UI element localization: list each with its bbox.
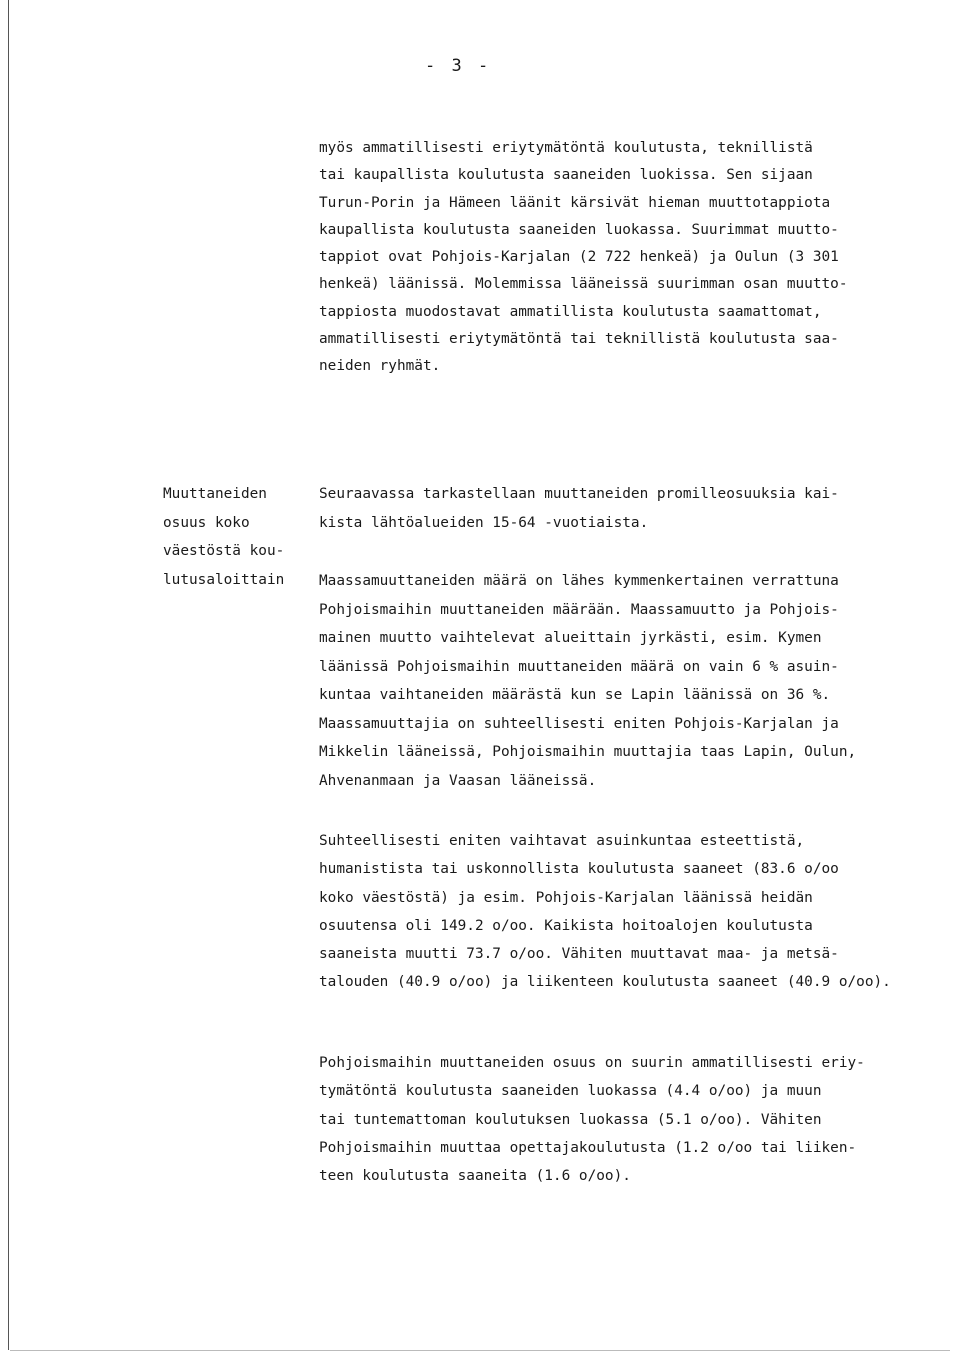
page-bottom-rule [10,1350,950,1351]
text-line: mainen muutto vaihtelevat alueittain jyrkästi, esim. Kymen [319,630,822,646]
text-line: humanistista tai uskonnollista koulutusta saaneet (83.6 o/oo [319,861,839,878]
text-line: ammatillisesti eriytymätöntä tai teknillistä koulutusta saa- [319,331,839,348]
text-line: Maassamuuttajia on suhteellisesti eniten Pohjois-Karjalan ja [319,715,839,732]
text-line: tymätöntä koulutusta saaneiden luokassa (4.4 o/oo) ja muun [319,1083,822,1100]
text-line: talouden (40.9 o/oo) ja liikenteen koulutusta saaneet (40.9 o/oo). [319,974,891,991]
text-line: osuutensa oli 149.2 o/oo. Kaikista hoitoalojen koulutusta [319,917,813,934]
heading-line: väestöstä kou- [163,543,285,559]
section-paragraph-2 [319,567,856,795]
text-line: kuntaa vaihtaneiden määrästä kun se Lapin läänissä on 36 %. [319,687,831,703]
text-line: kaupallista koulutusta saaneiden luokassa. Suurimmat muutto- [319,221,839,238]
page-edge [8,0,9,1350]
text-line: teen koulutusta saaneita (1.6 o/oo). [319,1168,631,1185]
heading-line: osuus koko [163,514,250,531]
section-margin-heading [163,480,284,594]
text-line: Maassamuuttaneiden määrä on lähes kymmenkertainen verrattuna [319,573,839,589]
text-line: tai tuntemattoman koulutuksen luokassa (5.1 o/oo). Vähiten [319,1111,822,1128]
text-line: koko väestöstä) ja esim. Pohjois-Karjalan läänissä heidän [319,889,813,906]
text-line: kista lähtöalueiden 15-64 -vuotiaista. [319,514,649,531]
text-line: Mikkelin lääneissä, Pohjoismaihin muuttajia taas Lapin, Oulun, [319,744,857,760]
text-line: saaneista muutti 73.7 o/oo. Vähiten muuttavat maa- ja metsä- [319,946,839,963]
heading-line: lutusaloittain [163,571,285,588]
text-line: myös ammatillisesti eriytymätöntä koulutusta, teknillistä [319,140,813,156]
section-paragraph-4 [319,1049,865,1190]
text-line: Pohjoismaihin muuttaneiden osuus on suurin ammatillisesti eriy- [319,1055,865,1071]
text-line: Suhteellisesti eniten vaihtavat asuinkuntaa esteettistä, [319,833,805,849]
intro-paragraph [319,135,848,381]
text-line: Turun-Porin ja Hämeen läänit kärsivät hieman muuttotappiota [319,194,831,211]
text-line: tai kaupallista koulutusta saaneiden luokissa. Sen sijaan [319,167,813,184]
text-line: henkeä) läänissä. Molemmissa lääneissä suurimman osan muutto- [319,276,848,293]
heading-line: Muuttaneiden [163,486,267,502]
text-line: Pohjoismaihin muuttaneiden määrään. Maassamuutto ja Pohjois- [319,601,839,618]
text-line: läänissä Pohjoismaihin muuttaneiden määrä on vain 6 % asuin- [319,658,839,675]
text-line: Pohjoismaihin muuttaa opettajakoulutusta (1.2 o/oo tai liiken- [319,1139,857,1156]
text-line: Ahvenanmaan ja Vaasan lääneissä. [319,772,597,789]
text-line: neiden ryhmät. [319,358,441,375]
section-paragraph-3 [319,827,891,997]
text-line: tappiot ovat Pohjois-Karjalan (2 722 henkeä) ja Oulun (3 301 [319,249,839,266]
section-paragraph-1 [319,480,839,537]
text-line: Seuraavassa tarkastellaan muuttaneiden promilleosuuksia kai- [319,486,839,502]
page-number: - 3 - [425,56,492,76]
text-line: tappiosta muodostavat ammatillista koulutusta saamattomat, [319,303,822,320]
